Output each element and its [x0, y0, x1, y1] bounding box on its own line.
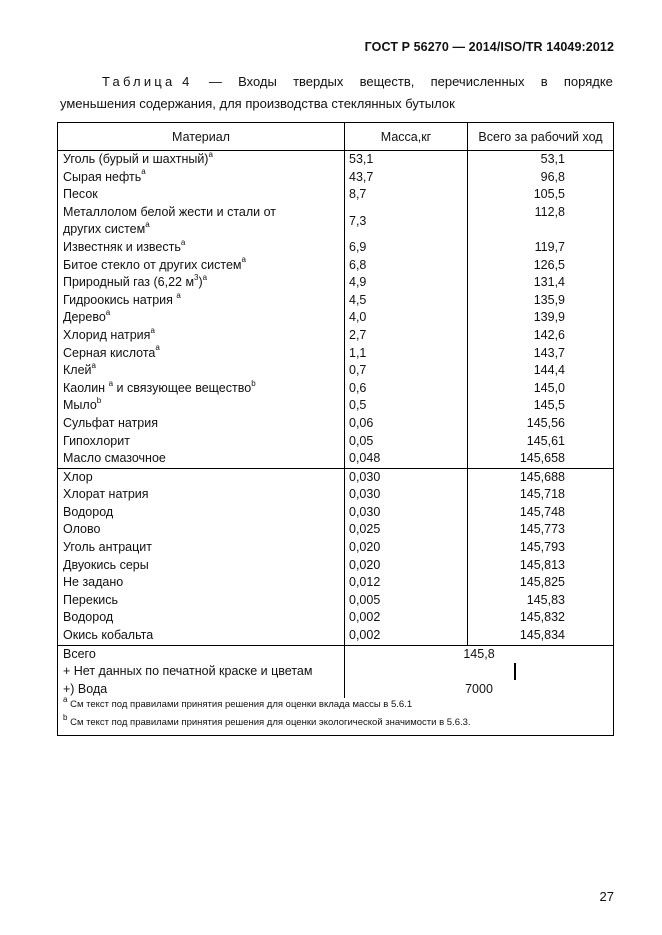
caption-line-2: уменьшения содержания, для производства стеклянных бутылок	[60, 96, 455, 111]
table-group-1	[58, 151, 614, 469]
total-cell: 145,793	[468, 539, 614, 557]
unit-exponent: 3	[194, 273, 199, 282]
material-cell: Двуокись серы	[58, 557, 345, 575]
mass-cell: 6,8	[345, 257, 468, 275]
total-cell: 145,834	[468, 627, 614, 645]
mass-cell: 0,030	[345, 468, 468, 486]
table-row	[58, 327, 614, 345]
material-name: Каолин	[63, 380, 109, 395]
total-cell: 131,4	[468, 274, 614, 292]
material-name: Песок	[63, 187, 98, 202]
total-cell: 145,825	[468, 574, 614, 592]
material-cell	[58, 151, 345, 169]
material-cell	[58, 274, 345, 292]
table-row	[58, 557, 614, 575]
no-data-value	[345, 663, 614, 681]
mass-cell: 53,1	[345, 151, 468, 169]
mass-cell: 0,012	[345, 574, 468, 592]
total-cell: 105,5	[468, 186, 614, 204]
mass-cell: 0,025	[345, 521, 468, 539]
material-name: Металлолом белой жести и стали от	[63, 204, 277, 219]
total-cell: 145,813	[468, 557, 614, 575]
material-cell	[58, 292, 345, 310]
mass-cell: 6,9	[345, 239, 468, 257]
table-row	[58, 292, 614, 310]
material-name: Гидроокись натрия	[63, 292, 177, 307]
mass-cell: 1,1	[345, 345, 468, 363]
mass-cell: 0,030	[345, 486, 468, 504]
footnote-mark: a	[63, 695, 68, 705]
mass-cell: 0,5	[345, 397, 468, 415]
footnote-ref: a	[105, 308, 111, 318]
caption-word: Входы	[238, 74, 277, 89]
material-cell	[58, 257, 345, 275]
table-row	[58, 186, 614, 204]
caption-word: перечисленных	[430, 74, 525, 89]
material-cell: Водород	[58, 504, 345, 522]
caption-word: в	[540, 74, 548, 89]
footnote-b	[58, 712, 614, 736]
material-cell: Уголь антрацит	[58, 539, 345, 557]
material-name-line2: других систем	[63, 222, 146, 237]
footnote-row	[58, 716, 614, 736]
footnote-ref: a	[180, 237, 186, 247]
caption-dash: —	[208, 74, 222, 89]
water-row	[58, 681, 614, 699]
mass-cell: 0,7	[345, 362, 468, 380]
material-cell	[58, 239, 345, 257]
footnote-ref: a	[241, 255, 246, 265]
mass-cell: 0,020	[345, 539, 468, 557]
material-name: Серная кислота	[63, 345, 156, 360]
material-name: Битое стекло от других систем	[63, 257, 242, 272]
material-cell: Перекись	[58, 592, 345, 610]
mass-cell: 4,5	[345, 292, 468, 310]
material-name: Уголь (бурый и шахтный)	[63, 152, 209, 166]
caption-label: Таблица 4	[102, 74, 193, 89]
total-cell: 145,688	[468, 468, 614, 486]
material-name: Известняк и известь	[63, 239, 181, 254]
footnote-mark: b	[63, 712, 68, 722]
table-row	[58, 504, 614, 522]
material-cell	[58, 415, 345, 433]
no-data-row	[58, 663, 614, 681]
table-summary	[58, 645, 614, 735]
table-row	[58, 204, 614, 239]
total-cell: 126,5	[468, 257, 614, 275]
mass-cell: 0,020	[345, 557, 468, 575]
total-value: 145,8	[345, 645, 614, 663]
material-cell: Олово	[58, 521, 345, 539]
mass-cell: 8,7	[345, 186, 468, 204]
material-cell: Хлор	[58, 468, 345, 486]
mass-cell: 0,030	[345, 504, 468, 522]
total-row	[58, 645, 614, 663]
mass-cell: 0,05	[345, 433, 468, 451]
material-name: Хлорид натрия	[63, 327, 151, 342]
footnote-text: См текст под правилами принятия решения для оценки экологической значимости в 5.6.3.	[67, 717, 471, 728]
footnote-ref: b	[251, 378, 256, 388]
total-cell: 145,773	[468, 521, 614, 539]
material-cell: Хлорат натрия	[58, 486, 345, 504]
material-cell	[58, 397, 345, 415]
material-cell: Окись кобальта	[58, 627, 345, 645]
table-row	[58, 592, 614, 610]
total-cell: 96,8	[468, 169, 614, 187]
footnote-ref: a	[208, 149, 213, 159]
table-row	[58, 609, 614, 627]
material-cell	[58, 327, 345, 345]
footnote-ref: a	[91, 360, 96, 370]
water-value: 7000	[345, 681, 614, 699]
footnote-a	[58, 695, 614, 716]
caption-word: порядке	[563, 74, 613, 89]
total-cell: 142,6	[468, 327, 614, 345]
material-cell	[58, 204, 345, 239]
total-cell: 145,832	[468, 609, 614, 627]
total-cell: 145,718	[468, 486, 614, 504]
caption-word: твердых	[293, 74, 344, 89]
total-cell: 119,7	[468, 239, 614, 257]
page-number: 27	[599, 889, 614, 904]
table-row	[58, 468, 614, 486]
mass-cell: 0,002	[345, 609, 468, 627]
table-row	[58, 169, 614, 187]
table-row	[58, 433, 614, 451]
material-cell: Водород	[58, 609, 345, 627]
table-row	[58, 539, 614, 557]
total-cell: 53,1	[468, 151, 614, 169]
material-cell	[58, 362, 345, 380]
total-cell: 145,56	[468, 415, 614, 433]
footnote-text: См текст под правилами принятия решения для оценки вклада массы в 5.6.1	[67, 699, 413, 711]
table-row	[58, 151, 614, 169]
material-cell	[58, 450, 345, 468]
table-row	[58, 415, 614, 433]
mass-cell: 0,048	[345, 450, 468, 468]
header-material: Материал	[58, 123, 345, 151]
table-row	[58, 239, 614, 257]
material-name: Дерево	[63, 310, 106, 325]
footnote-ref: a	[202, 273, 208, 282]
material-cell	[58, 433, 345, 451]
material-cell: Не задано	[58, 574, 345, 592]
mass-cell: 0,6	[345, 380, 468, 398]
material-name: Сырая нефть	[63, 169, 142, 184]
material-cell	[58, 345, 345, 363]
mass-cell: 7,3	[345, 204, 468, 239]
table-row	[58, 362, 614, 380]
total-cell: 145,5	[468, 397, 614, 415]
footnote-ref: b	[96, 396, 102, 406]
table-group-2	[58, 468, 614, 645]
mass-cell: 4,9	[345, 274, 468, 292]
document-header: ГОСТ Р 56270 — 2014/ISO/TR 14049:2012	[364, 40, 614, 54]
header-total: Всего за рабочий ход	[468, 123, 614, 151]
total-cell: 112,8	[468, 204, 614, 239]
footnote-ref: a	[145, 220, 150, 230]
text-cursor	[514, 663, 516, 680]
material-name-cont: и связующее вещество	[113, 380, 252, 395]
material-cell	[58, 309, 345, 327]
mass-cell: 2,7	[345, 327, 468, 345]
mass-cell: 0,06	[345, 415, 468, 433]
total-cell: 145,83	[468, 592, 614, 610]
mass-cell: 0,002	[345, 627, 468, 645]
footnote-ref: a	[150, 325, 155, 335]
material-name: Гипохлорит	[63, 433, 130, 448]
table-row	[58, 274, 614, 292]
total-cell: 145,0	[468, 380, 614, 398]
table-row	[58, 309, 614, 327]
table-row	[58, 450, 614, 468]
table-row	[58, 627, 614, 645]
table-row	[58, 397, 614, 415]
table-row	[58, 380, 614, 398]
material-cell	[58, 380, 345, 398]
total-cell: 135,9	[468, 292, 614, 310]
total-cell: 145,61	[468, 433, 614, 451]
mass-cell: 4,0	[345, 309, 468, 327]
mass-cell: 0,005	[345, 592, 468, 610]
table-row	[58, 574, 614, 592]
no-data-label: + Нет данных по печатной краске и цветам	[58, 663, 345, 681]
total-cell: 145,658	[468, 450, 614, 468]
table-row	[58, 257, 614, 275]
material-name-cont: )	[198, 275, 203, 290]
total-cell: 139,9	[468, 309, 614, 327]
material-name: Масло смазочное	[63, 451, 166, 466]
footnote-row	[58, 698, 614, 716]
total-label: Всего	[58, 645, 345, 663]
table-caption	[60, 71, 613, 115]
material-cell	[58, 186, 345, 204]
inputs-table	[57, 122, 614, 736]
footnote-ref: a	[155, 343, 160, 353]
material-name: Природный газ (6,22 м	[63, 275, 195, 290]
header-mass: Масса,кг	[345, 123, 468, 151]
caption-line-1	[60, 71, 613, 93]
footnote-ref: a	[141, 167, 146, 177]
total-cell: 143,7	[468, 345, 614, 363]
footnote-ref: a	[108, 378, 114, 388]
total-cell: 144,4	[468, 362, 614, 380]
total-cell: 145,748	[468, 504, 614, 522]
caption-word: веществ,	[359, 74, 415, 89]
table-header-row	[58, 123, 614, 151]
table-row	[58, 521, 614, 539]
material-cell	[58, 169, 345, 187]
material-name: Сульфат натрия	[63, 415, 158, 430]
table-row	[58, 345, 614, 363]
water-label: +) Вода	[58, 681, 345, 699]
material-name: Клей	[63, 363, 92, 378]
table-row	[58, 486, 614, 504]
material-name: Мыло	[63, 398, 97, 413]
mass-cell: 43,7	[345, 169, 468, 187]
footnote-ref: a	[176, 290, 181, 300]
